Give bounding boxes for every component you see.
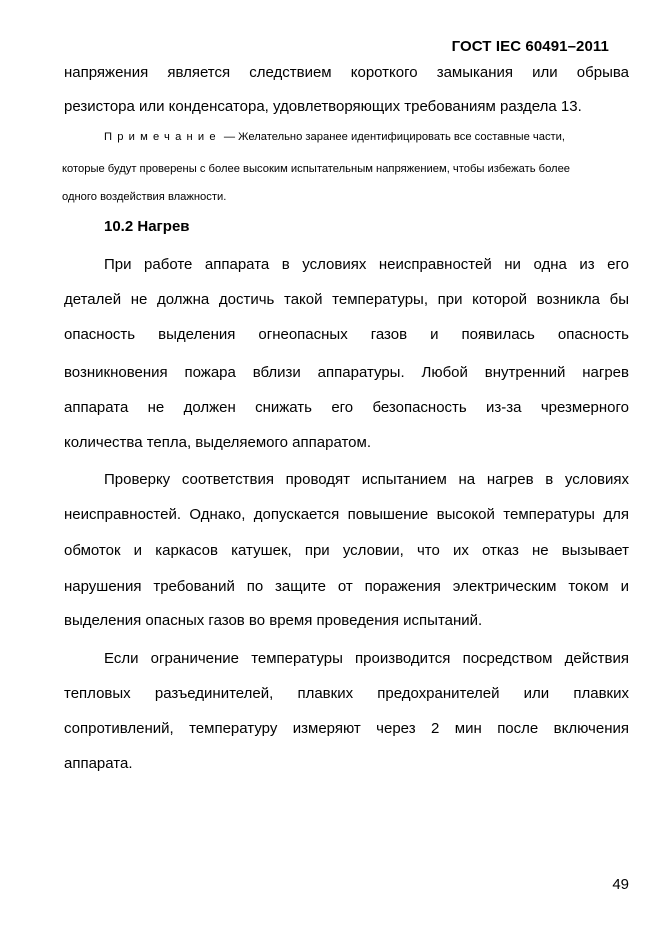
note-label: Примечание [104, 131, 221, 143]
text-line: Если ограничение температуры производится посредством действия [104, 650, 629, 667]
text-line: обмоток и каркасов катушек, при условии, что их отказ не вызывает [64, 542, 629, 559]
text-line: Проверку соответствия проводят испытанием на нагрев в условиях [104, 471, 629, 488]
document-header: ГОСТ IEC 60491–2011 [451, 38, 609, 55]
note-text: — Желательно заранее идентифицировать все составные части, [223, 131, 566, 143]
section-title: 10.2 Нагрев [104, 218, 190, 235]
text-line: При работе аппарата в условиях неисправностей ни одна из его [104, 256, 629, 273]
text-line: возникновения пожара вблизи аппаратуры. Любой внутренний нагрев [64, 364, 629, 381]
text-line: выделения опасных газов во время проведения испытаний. [64, 612, 483, 629]
text-line: неисправностей. Однако, допускается повышение высокой температуры для [64, 506, 629, 523]
text-line: резистора или конденсатора, удовлетворяющих требованиям раздела 13. [64, 98, 582, 115]
text-line: сопротивлений, температуру измеряют через 2 мин после включения [64, 720, 629, 737]
text-line: напряжения является следствием короткого замыкания или обрыва [64, 64, 629, 81]
text-line: тепловых разъединителей, плавких предохранителей или плавких [64, 685, 629, 702]
text-line: нарушения требований по защите от поражения электрическим током и [64, 578, 629, 595]
page-number: 49 [612, 876, 629, 893]
text-line: аппарата. [64, 755, 133, 772]
note-line [104, 130, 627, 144]
text-line: опасность выделения огнеопасных газов и появилась опасность [64, 326, 629, 343]
text-line: деталей не должна достичь такой температуры, при которой возникла бы [64, 291, 629, 308]
text-line: аппарата не должен снижать его безопасность из-за чрезмерного [64, 399, 629, 416]
note-line: одного воздействия влажности. [62, 191, 227, 203]
text-line: количества тепла, выделяемого аппаратом. [64, 434, 371, 451]
note-line: которые будут проверены с более высоким испытательным напряжением, чтобы избежать более [62, 163, 571, 175]
